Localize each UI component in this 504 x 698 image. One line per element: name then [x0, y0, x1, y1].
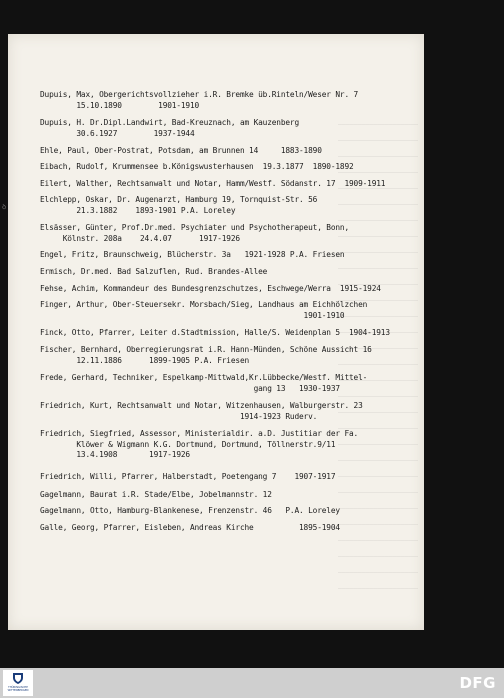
entry-line: Elsässer, Günter, Prof.Dr.med. Psychiater und Psychotherapeut, Bonn, [40, 223, 350, 232]
entry-continuation-line: Kölnstr. 208a 24.4.07 1917-1926 [40, 233, 240, 243]
entry-continuation-line: Klöwer & Wigmann K.G. Dortmund, Dortmund, Töllnerstr.9/11 [40, 439, 336, 449]
entry-line: Eibach, Rudolf, Krummensee b.Königswusterhausen 19.3.1877 1890-1892 [40, 162, 354, 171]
viewer-footer-bar [0, 668, 504, 698]
entry-line: Galle, Georg, Pfarrer, Eisleben, Andreas Kirche 1895-1904 [40, 523, 340, 532]
entry-continuation-line: 12.11.1886 1899-1905 P.A. Friesen [40, 355, 250, 365]
document-page [8, 34, 424, 630]
entry-line: Dupuis, Max, Obergerichtsvollzieher i.R. Bremke üb.Rinteln/Weser Nr. 7 [40, 90, 359, 99]
entry-line: Dupuis, H. Dr.Dipl.Landwirt, Bad-Kreuznach, am Kauzenberg [40, 118, 300, 127]
entry-line: Friedrich, Willi, Pfarrer, Halberstadt, Poetengang 7 1907-1917 [40, 472, 336, 481]
entry-continuation-line: 15.10.1890 1901-1910 [40, 100, 200, 110]
entry-continuation-line: 1901-1910 [40, 310, 345, 320]
margin-mark: ꝺ [2, 203, 7, 211]
entry-line: Frede, Gerhard, Techniker, Espelkamp-Mittwald,Kr.Lübbecke/Westf. Mittel- [40, 373, 368, 382]
entry-line: Engel, Fritz, Braunschweig, Blücherstr. 3a 1921-1928 P.A. Friesen [40, 250, 345, 259]
entry-line: Elchlepp, Oskar, Dr. Augenarzt, Hamburg 19, Tornquist-Str. 56 [40, 195, 318, 204]
logo-caption-line1: THÜRINGISCHE [8, 686, 28, 689]
entry-continuation-line: 30.6.1927 1937-1944 [40, 128, 195, 138]
entry-continuation-line: 1914-1923 Ruderv. [40, 411, 318, 421]
entry-line: Ehle, Paul, Ober-Postrat, Potsdam, am Brunnen 14 1883-1890 [40, 146, 322, 155]
entry-line: Gagelmann, Otto, Hamburg-Blankenese, Frenzenstr. 46 P.A. Loreley [40, 506, 340, 515]
logo-caption-line2: WITTENBERGEN [7, 689, 29, 692]
entry-line: Fehse, Achim, Kommandeur des Bundesgrenzschutzes, Eschwege/Werra 1915-1924 [40, 284, 381, 293]
library-logo[interactable] [3, 670, 33, 696]
entry-line: Finck, Otto, Pfarrer, Leiter d.Stadtmission, Halle/S. Weidenplan 5 1904-1913 [40, 328, 390, 337]
logo-caption [3, 686, 33, 692]
entry-continuation-line: gang 13 1930-1937 [40, 383, 340, 393]
shield-icon [12, 672, 24, 685]
entry-line: Finger, Arthur, Ober-Steuersekr. Morsbach/Sieg, Landhaus am Eichhölzchen [40, 300, 368, 309]
entry-line: Ermisch, Dr.med. Bad Salzuflen, Rud. Brandes-Allee [40, 267, 268, 276]
dfg-logo[interactable]: DFG [459, 674, 496, 692]
entry-line: Gagelmann, Baurat i.R. Stade/Elbe, Jobelmannstr. 12 [40, 490, 272, 499]
entry-continuation-line: 21.3.1882 1893-1901 P.A. Loreley [40, 205, 236, 215]
entry-line: Friedrich, Kurt, Rechtsanwalt und Notar, Witzenhausen, Walburgerstr. 23 [40, 401, 363, 410]
entry-line: Friedrich, Siegfried, Assessor, Ministerialdir. a.D. Justitiar der Fa. [40, 429, 359, 438]
entry-list [8, 34, 424, 630]
entry-continuation-line: 13.4.1908 1917-1926 [40, 450, 190, 459]
entry-line: Eilert, Walther, Rechtsanwalt und Notar, Hamm/Westf. Södanstr. 17 1909-1911 [40, 179, 386, 188]
entry-line: Fischer, Bernhard, Oberregierungsrat i.R. Hann-Münden, Schöne Aussicht 16 [40, 345, 372, 354]
